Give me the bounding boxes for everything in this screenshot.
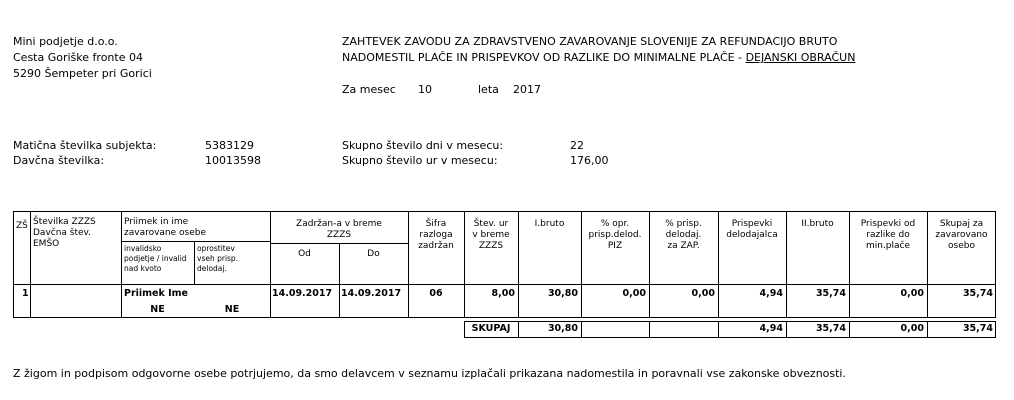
row-opr: 0,00: [622, 288, 646, 299]
hdr-skupaj-3: osebo: [948, 241, 975, 251]
davcna-label: Davčna številka:: [13, 154, 105, 167]
summary-col-line: [581, 321, 582, 338]
refund-table: [13, 211, 996, 339]
row-od: 14.09.2017: [272, 288, 333, 299]
hdr-do: Do: [367, 249, 380, 259]
summary-col-line: [649, 321, 650, 338]
row-stev-ur: 8,00: [491, 288, 515, 299]
hdr-opr-2: prisp.delod.: [588, 230, 642, 240]
hdr-prisp-3: za ZAP.: [667, 241, 700, 251]
row-ibruto: 30,80: [547, 288, 578, 299]
hdr-oprostitev-1: oprostitev: [197, 244, 235, 253]
row-sifra: 06: [429, 288, 443, 299]
maticna-label: Matična številka subjekta:: [13, 139, 157, 152]
hdr-oprostitev-2: vseh prisp.: [197, 254, 239, 263]
maticna-value: 5383129: [205, 139, 254, 152]
hdr-opr-1: % opr.: [600, 219, 630, 229]
col-line: [30, 211, 31, 318]
hdr-skupaj-1: Skupaj za: [939, 219, 984, 229]
company-street: Cesta Goriške fronte 04: [13, 51, 143, 64]
year-value: 2017: [513, 83, 541, 96]
hours-label: Skupno število ur v mesecu:: [342, 154, 498, 167]
row-prisp: 0,00: [691, 288, 715, 299]
summary-label: SKUPAJ: [471, 323, 511, 334]
hdr-razlika-3: min.plače: [865, 241, 911, 251]
row-name: Priimek Ime: [124, 288, 189, 299]
summary-razlika: 0,00: [900, 323, 924, 334]
summary-iibruto: 35,74: [815, 323, 846, 334]
hdr-od: Od: [298, 249, 311, 259]
hdr-iibruto: II.bruto: [801, 219, 834, 229]
hdr-sifra-2: razloga: [419, 230, 453, 240]
month-value: 10: [418, 83, 432, 96]
days-label: Skupno število dni v mesecu:: [342, 139, 504, 152]
document-title-underlined: DEJANSKI OBRAČUN: [745, 51, 856, 64]
days-value: 22: [570, 139, 584, 152]
footer-statement: Z žigom in podpisom odgovorne osebe potrjujemo, da smo delavcem v seznamu izplačali prikazana nadomestila in poravnali vse zakonske obveznosti.: [13, 367, 846, 380]
summary-ibruto: 30,80: [547, 323, 578, 334]
davcna-value: 10013598: [205, 154, 261, 167]
row-prispevki: 4,94: [759, 288, 783, 299]
hdr-sifra-3: zadržan: [418, 241, 454, 251]
summary-prispevki: 4,94: [759, 323, 783, 334]
hdr-stevilka-2: Davčna štev.: [33, 228, 92, 238]
hdr-stev-1: Štev. ur: [473, 219, 509, 229]
hours-value: 176,00: [570, 154, 609, 167]
hdr-ibruto: I.bruto: [534, 219, 565, 229]
hdr-invalidsko-3: nad kvoto: [124, 264, 162, 273]
row-skupaj: 35,74: [962, 288, 993, 299]
hdr-stevilka-3: EMŠO: [33, 239, 60, 249]
row-invalidsko: NE: [150, 304, 165, 315]
hdr-invalidsko-1: invalidsko: [124, 244, 162, 253]
col-line: [121, 211, 122, 318]
month-label: Za mesec: [342, 83, 396, 96]
summary-skupaj: 35,74: [962, 323, 993, 334]
document-title-line2: [342, 50, 855, 66]
year-label: leta: [478, 83, 499, 96]
company-name: Mini podjetje d.o.o.: [13, 35, 118, 48]
hdr-razlika-2: razlike do: [866, 230, 910, 240]
hdr-prispevki-1: Prispevki: [731, 219, 773, 229]
row-iibruto: 35,74: [815, 288, 846, 299]
hdr-invalidsko-2: podjetje / invalid: [124, 254, 187, 263]
hdr-oprostitev-3: delodaj.: [197, 264, 227, 273]
document-title-line2-prefix: NADOMESTIL PLAČE IN PRISPEVKOV OD RAZLIKE DO MINIMALNE PLAČE -: [342, 51, 746, 64]
document-title-line1: ZAHTEVEK ZAVODU ZA ZDRAVSTVENO ZAVAROVANJE SLOVENIJE ZA REFUNDACIJO BRUTO: [342, 35, 838, 48]
hdr-prispevki-2: delodajalca: [726, 230, 778, 240]
hdr-stev-3: ZZZS: [478, 241, 504, 251]
row-oprostitev: NE: [224, 304, 240, 315]
hdr-zadrzan-1: Zadržan-a v breme: [296, 219, 382, 229]
subheader-line: [194, 241, 195, 284]
hdr-stev-2: v breme: [472, 230, 510, 240]
row-do: 14.09.2017: [341, 288, 402, 299]
hdr-opr-3: PIZ: [607, 241, 623, 251]
row-zs: 1: [22, 288, 29, 299]
hdr-sifra-1: Šifra: [425, 219, 447, 229]
subheader-line: [121, 241, 270, 242]
row-razlika: 0,00: [900, 288, 924, 299]
hdr-stevilka-1: Številka ZZZS: [33, 217, 96, 227]
hdr-priimek-2: zavarovane osebe: [124, 228, 207, 238]
hdr-zadrzan-2: ZZZS: [326, 230, 352, 240]
hdr-prisp-1: % prisp.: [665, 219, 702, 229]
hdr-razlika-1: Prispevki od: [860, 219, 916, 229]
company-city: 5290 Šempeter pri Gorici: [13, 67, 152, 80]
hdr-priimek-1: Priimek in ime: [124, 217, 189, 227]
hdr-zs: ZŠ: [16, 221, 28, 231]
hdr-prisp-2: delodaj.: [665, 230, 702, 240]
hdr-skupaj-2: zavarovano: [935, 230, 988, 240]
